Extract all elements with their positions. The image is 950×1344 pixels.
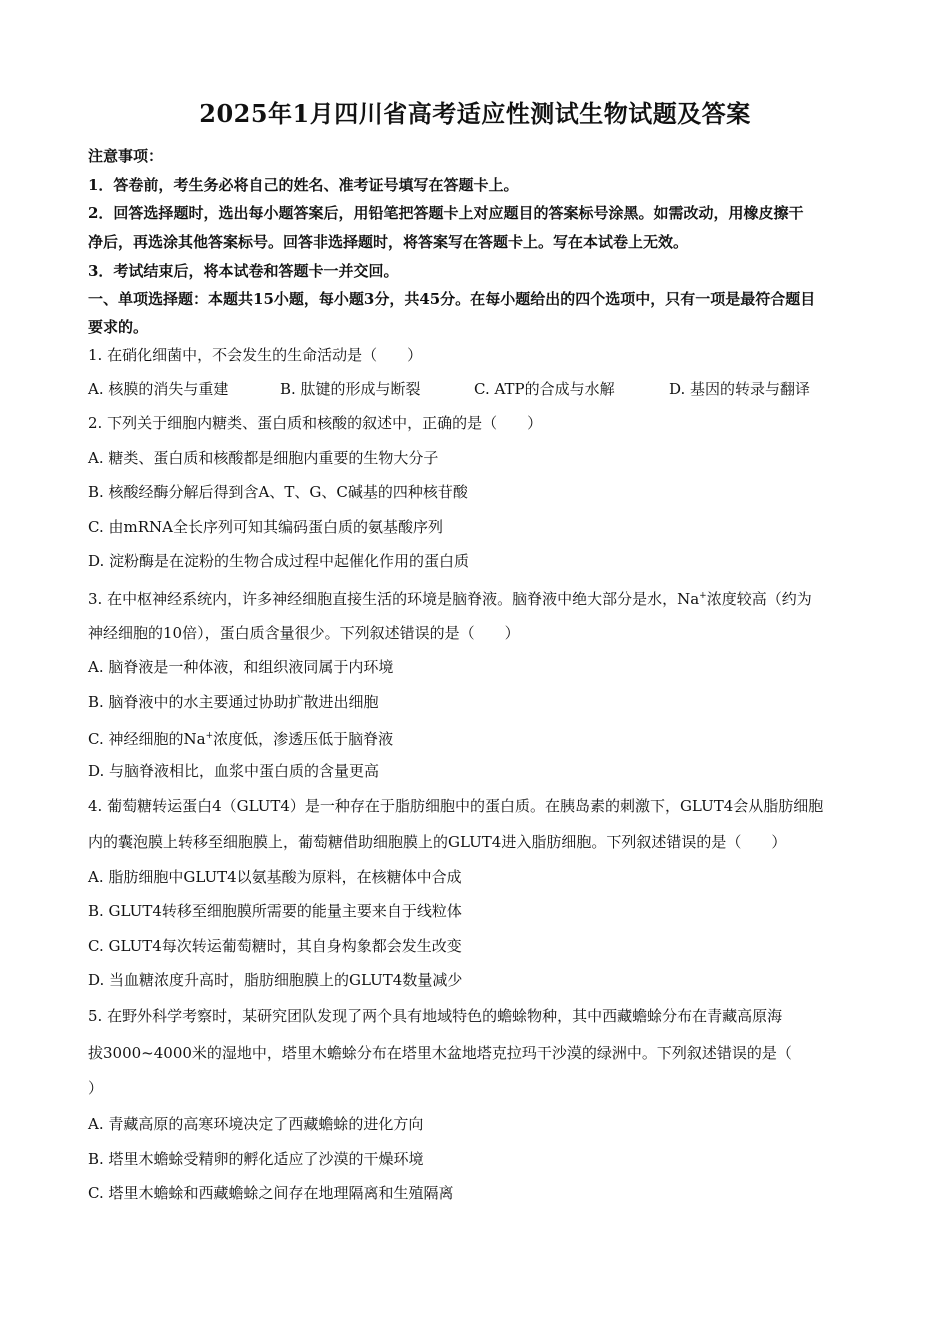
question-2-stem: 2. 下列关于细胞内糖类、蛋白质和核酸的叙述中，正确的是（ ）: [88, 414, 543, 432]
question-3-option-c-part-2: 浓度低，渗透压低于脑脊液: [213, 730, 394, 748]
question-4-option-c: C. GLUT4每次转运葡萄糖时，其自身构象都会发生改变: [88, 937, 462, 955]
notice-item-3: 3．考试结束后，将本试卷和答题卡一并交回。: [88, 262, 399, 280]
question-3-option-c-part-1: C. 神经细胞的Na: [88, 730, 206, 748]
question-3-stem-part-2: 浓度较高（约为: [706, 590, 812, 608]
question-4-stem: 4. 葡萄糖转运蛋白4（GLUT4）是一种存在于脂肪细胞中的蛋白质。在胰岛素的刺激下，GLUT4会从脂肪细胞: [88, 797, 824, 815]
question-5-stem-cont-2: ）: [88, 1079, 104, 1097]
question-1-stem: 1. 在硝化细菌中，不会发生的生命活动是（ ）: [88, 346, 423, 364]
question-4-option-b: B. GLUT4转移至细胞膜所需要的能量主要来自于线粒体: [88, 902, 462, 920]
notice-item-2-cont: 净后，再选涂其他答案标号。回答非选择题时，将答案写在答题卡上。写在本试卷上无效。: [88, 233, 689, 251]
question-4-option-d: D. 当血糖浓度升高时，脂肪细胞膜上的GLUT4数量减少: [88, 971, 463, 989]
question-3-stem: [88, 585, 870, 610]
notice-heading: 注意事项：: [88, 147, 164, 165]
notice-item-2: 2．回答选择题时，选出每小题答案后，用铅笔把答题卡上对应题目的答案标号涂黑。如需改动，用橡皮擦干: [88, 204, 804, 222]
page-title: 2025年1月四川省高考适应性测试生物试题及答案: [199, 99, 751, 128]
question-2-option-d: D. 淀粉酶是在淀粉的生物合成过程中起催化作用的蛋白质: [88, 552, 470, 570]
question-5-option-a: A. 青藏高原的高寒环境决定了西藏蟾蜍的进化方向: [88, 1115, 424, 1133]
question-1-option-a: A. 核膜的消失与重建: [88, 380, 229, 398]
question-1-option-d: D. 基因的转录与翻译: [669, 380, 811, 398]
question-3-option-c: [88, 725, 870, 750]
section-heading-cont: 要求的。: [88, 318, 149, 336]
question-3-option-d: D. 与脑脊液相比，血浆中蛋白质的含量更高: [88, 762, 380, 780]
superscript-plus: +: [205, 731, 214, 741]
question-1-option-c: C. ATP的合成与水解: [474, 380, 615, 398]
question-2-option-b: B. 核酸经酶分解后得到含A、T、G、C碱基的四种核苷酸: [88, 483, 468, 501]
notice-item-1: 1．答卷前，考生务必将自己的姓名、准考证号填写在答题卡上。: [88, 176, 519, 194]
question-3-option-a: A. 脑脊液是一种体液，和组织液同属于内环境: [88, 658, 394, 676]
superscript-plus: +: [699, 591, 707, 601]
question-5-stem: 5. 在野外科学考察时，某研究团队发现了两个具有地域特色的蟾蜍物种，其中西藏蟾蜍分布在青藏高原海: [88, 1007, 783, 1025]
section-heading: 一、单项选择题：本题共15小题，每小题3分，共45分。在每小题给出的四个选项中，只有一项是最符合题目: [88, 290, 816, 308]
question-3-stem-cont: 神经细胞的10倍），蛋白质含量很少。下列叙述错误的是（ ）: [88, 624, 520, 642]
question-2-option-c: C. 由mRNA全长序列可知其编码蛋白质的氨基酸序列: [88, 518, 443, 536]
question-1-option-b: B. 肽键的形成与断裂: [280, 380, 421, 398]
question-5-stem-cont: 拔3000~4000米的湿地中，塔里木蟾蜍分布在塔里木盆地塔克拉玛干沙漠的绿洲中。下列叙述错误的是（: [88, 1044, 792, 1062]
question-3-stem-part-1: 3. 在中枢神经系统内，许多神经细胞直接生活的环境是脑脊液。脑脊液中绝大部分是水，Na: [88, 590, 700, 608]
question-3-option-b: B. 脑脊液中的水主要通过协助扩散进出细胞: [88, 693, 379, 711]
question-4-stem-cont: 内的囊泡膜上转移至细胞膜上，葡萄糖借助细胞膜上的GLUT4进入脂肪细胞。下列叙述错误的是（ ）: [88, 833, 787, 851]
question-2-option-a: A. 糖类、蛋白质和核酸都是细胞内重要的生物大分子: [88, 449, 439, 467]
question-5-option-b: B. 塔里木蟾蜍受精卵的孵化适应了沙漠的干燥环境: [88, 1150, 424, 1168]
question-5-option-c: C. 塔里木蟾蜍和西藏蟾蜍之间存在地理隔离和生殖隔离: [88, 1184, 454, 1202]
question-4-option-a: A. 脂肪细胞中GLUT4以氨基酸为原料，在核糖体中合成: [88, 868, 462, 886]
